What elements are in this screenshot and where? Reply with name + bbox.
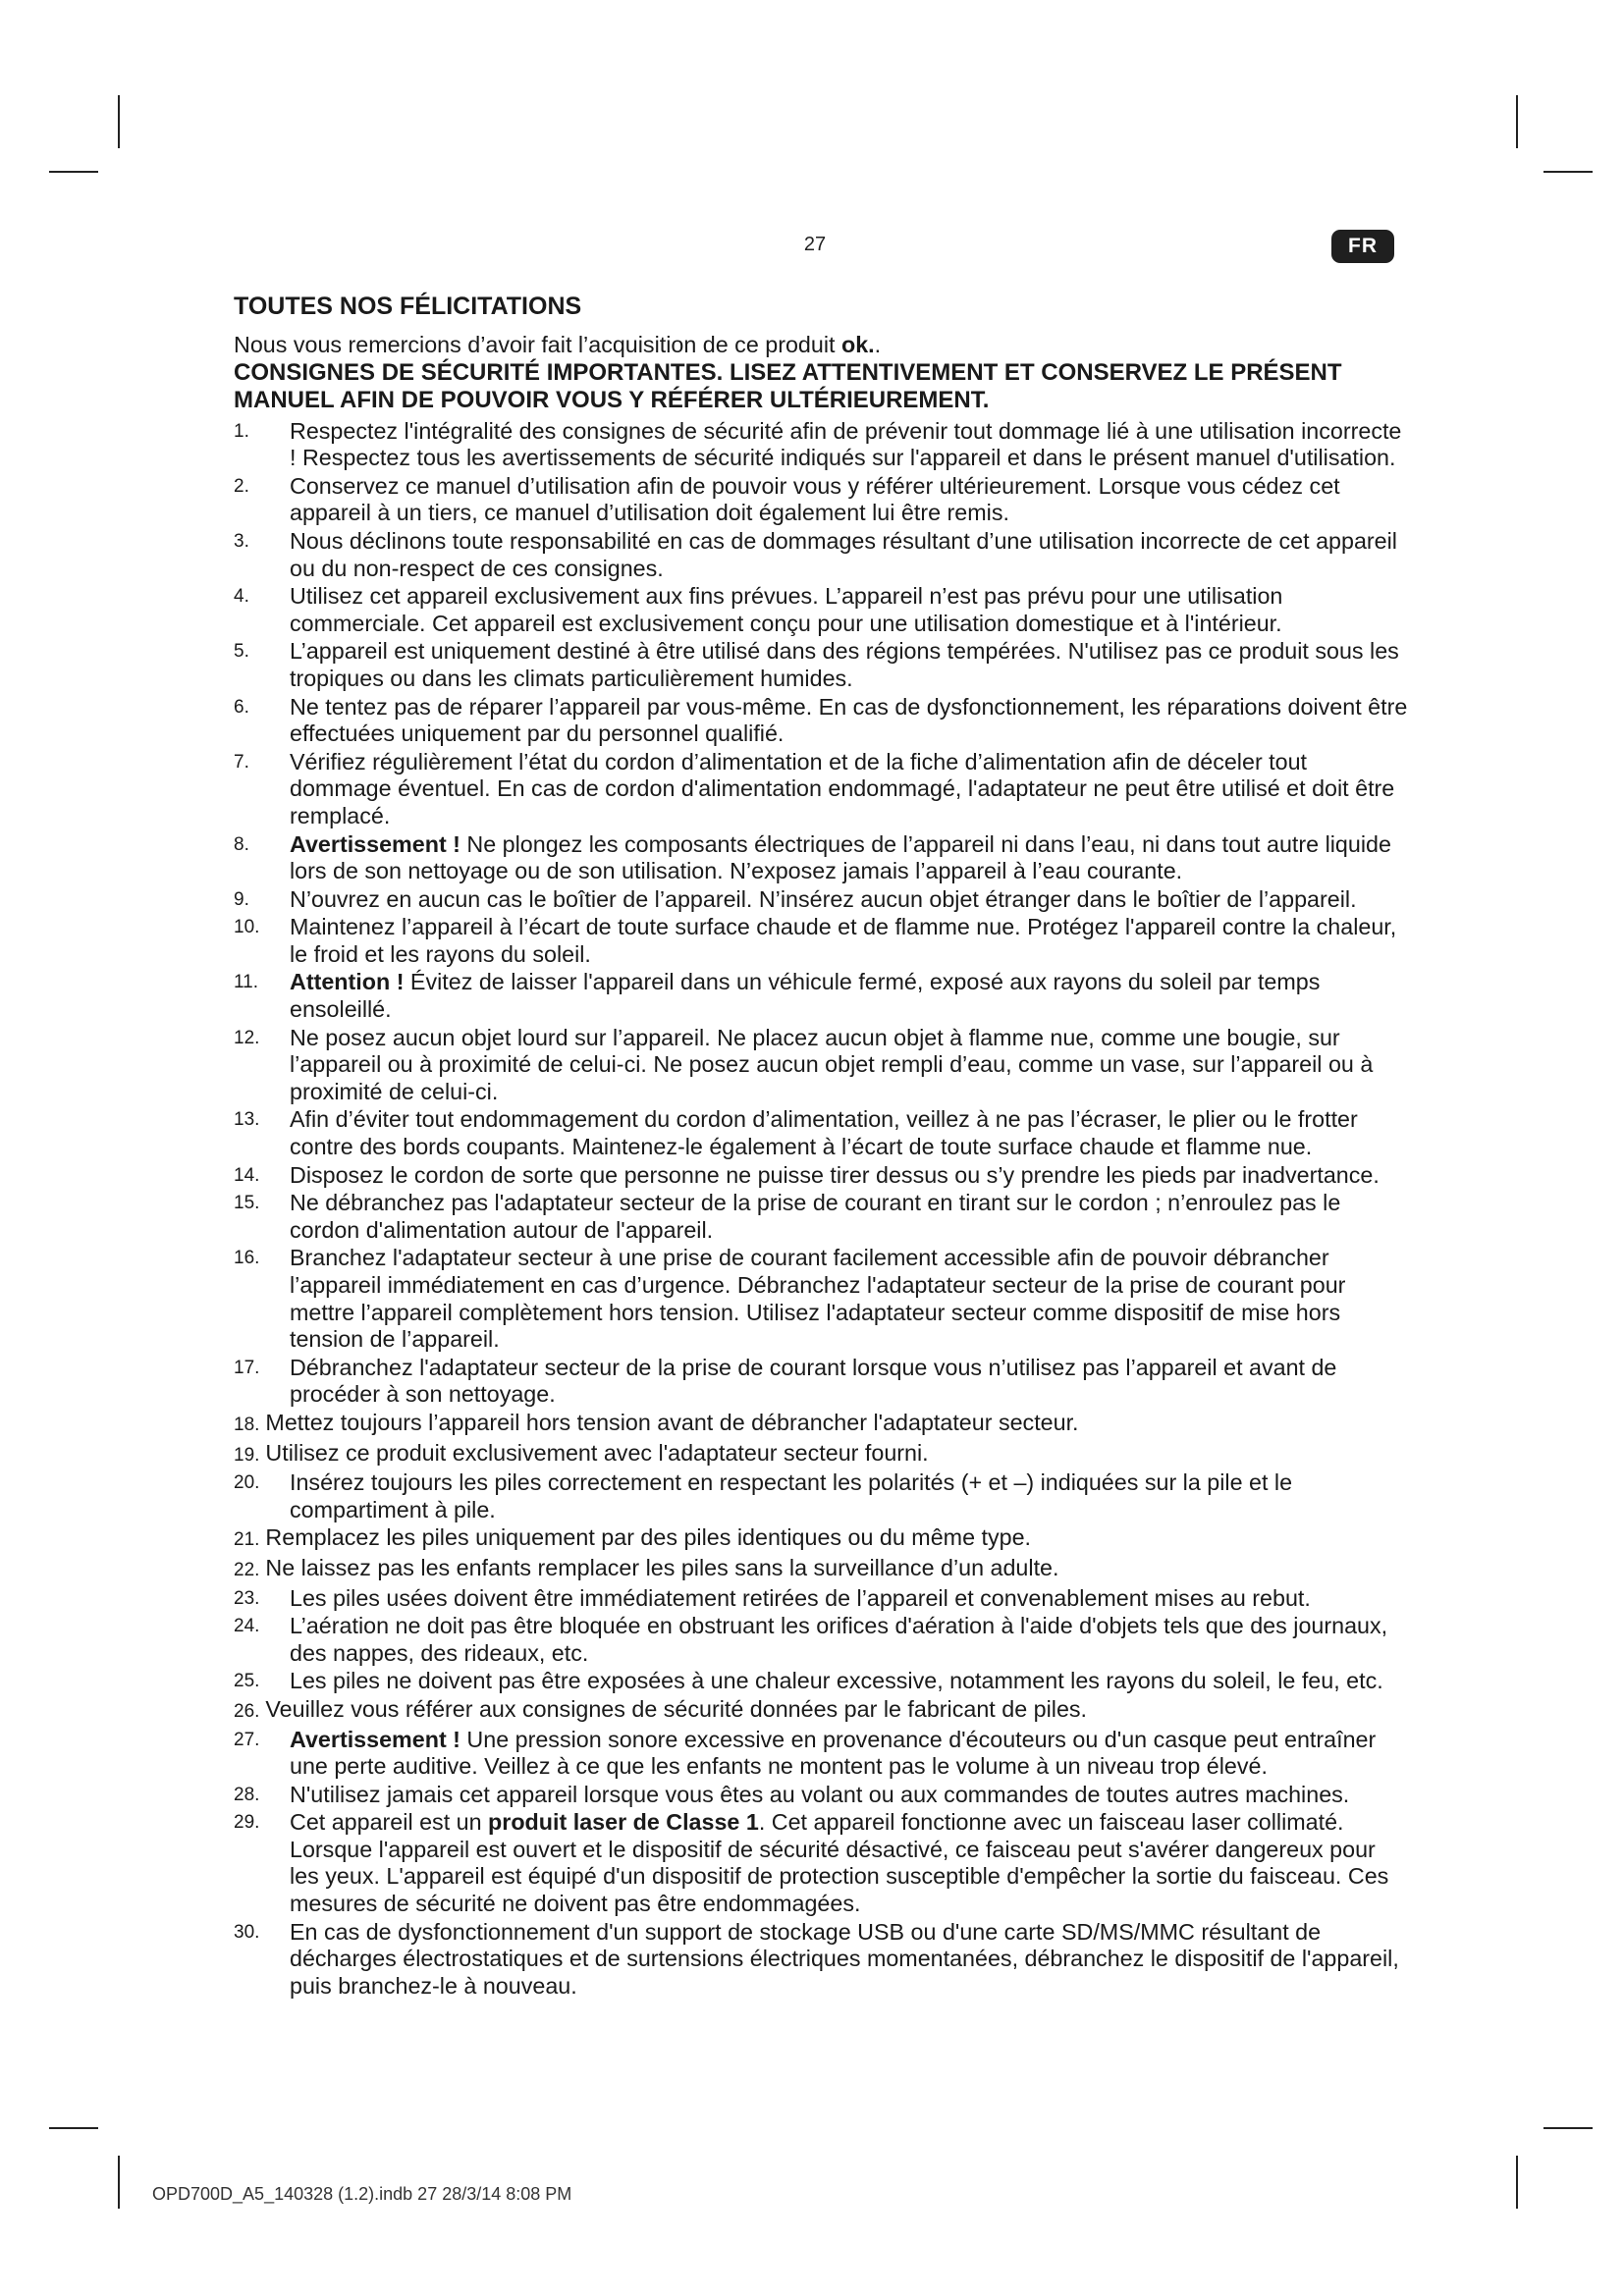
item-text: Débranchez l'adaptateur secteur de la prise de courant lorsque vous n’utilisez pas l’appareil et avant de procéder à son nettoyage. bbox=[290, 1354, 1337, 1408]
item-text: Ne laissez pas les enfants remplacer les piles sans la surveillance d’un adulte. bbox=[265, 1554, 1059, 1580]
safety-instructions-list bbox=[234, 418, 1408, 2001]
item-text: Ne débranchez pas l'adaptateur secteur de la prise de courant en tirant sur le cordon ; n’enroulez pas le cordon d'alimentation autour de l'appareil. bbox=[290, 1190, 1341, 1243]
safety-item bbox=[234, 1782, 1408, 1809]
safety-item bbox=[234, 1585, 1408, 1613]
item-number: 21. bbox=[234, 1529, 260, 1551]
item-number: 7. bbox=[234, 751, 249, 773]
safety-item bbox=[234, 1696, 1408, 1726]
item-number: 29. bbox=[234, 1812, 260, 1834]
safety-item bbox=[234, 1668, 1408, 1695]
safety-item bbox=[234, 1469, 1408, 1523]
item-number: 20. bbox=[234, 1472, 260, 1494]
safety-item bbox=[234, 694, 1408, 748]
item-emphasis-2: produit laser de Classe 1 bbox=[488, 1809, 759, 1836]
item-number: 23. bbox=[234, 1587, 260, 1609]
item-number: 22. bbox=[234, 1559, 260, 1580]
item-number: 24. bbox=[234, 1616, 260, 1637]
safety-item bbox=[234, 1190, 1408, 1244]
item-emphasis: Attention ! bbox=[290, 969, 405, 995]
safety-item bbox=[234, 1524, 1408, 1554]
item-emphasis: Avertissement ! bbox=[290, 830, 460, 857]
item-text: Veuillez vous référer aux consignes de sécurité données par le fabricant de piles. bbox=[265, 1695, 1088, 1722]
crop-mark-top-left-h bbox=[49, 171, 98, 173]
item-text: L’aération ne doit pas être bloquée en obstruant les orifices d'aération à l'aide d'objets tels que des journaux, des nappes, des rideaux, etc. bbox=[290, 1613, 1388, 1666]
item-number: 18. bbox=[234, 1414, 260, 1435]
item-number: 26. bbox=[234, 1700, 260, 1722]
item-number: 10. bbox=[234, 917, 260, 938]
item-text: Nous déclinons toute responsabilité en cas de dommages résultant d’une utilisation incorrecte de cet appareil ou du non-respect de ces consignes. bbox=[290, 527, 1397, 581]
safety-item bbox=[234, 473, 1408, 527]
intro-text bbox=[234, 332, 1408, 359]
crop-mark-bottom-left-h bbox=[49, 2127, 98, 2129]
item-text: Ne tentez pas de réparer l’appareil par vous-même. En cas de dysfonctionnement, les réparations doivent être effectuées uniquement par du personnel qualifié. bbox=[290, 693, 1408, 747]
page-number: 27 bbox=[803, 234, 827, 255]
item-number: 15. bbox=[234, 1193, 260, 1214]
safety-item bbox=[234, 1555, 1408, 1584]
item-number: 17. bbox=[234, 1357, 260, 1378]
item-text: N’ouvrez en aucun cas le boîtier de l’appareil. N’insérez aucun objet étranger dans le boîtier de l’appareil. bbox=[290, 885, 1357, 912]
crop-mark-top-right bbox=[1516, 95, 1518, 148]
safety-item bbox=[234, 1919, 1408, 2001]
item-number: 9. bbox=[234, 888, 249, 910]
crop-mark-bottom-right-h bbox=[1543, 2127, 1593, 2129]
crop-mark-top-left bbox=[118, 95, 120, 148]
item-text: Cet appareil est un bbox=[290, 1809, 489, 1836]
item-text: Une pression sonore excessive en provenance d'écouteurs ou d'un casque peut entraîner une perte auditive. Veillez à ce que les enfants ne montent pas le volume à un niveau trop élevé. bbox=[290, 1726, 1377, 1780]
item-number: 11. bbox=[234, 972, 259, 993]
safety-item bbox=[234, 418, 1408, 472]
safety-item bbox=[234, 1809, 1408, 1917]
item-text: Maintenez l’appareil à l’écart de toute surface chaude et de flamme nue. Protégez l'appareil contre la chaleur, le froid et les rayons du soleil. bbox=[290, 914, 1397, 967]
item-number: 2. bbox=[234, 475, 249, 497]
safety-item bbox=[234, 1245, 1408, 1353]
item-number: 1. bbox=[234, 420, 249, 442]
safety-item bbox=[234, 583, 1408, 637]
safety-item bbox=[234, 749, 1408, 830]
item-text: Mettez toujours l’appareil hors tension avant de débrancher l'adaptateur secteur. bbox=[265, 1409, 1079, 1435]
safety-item bbox=[234, 969, 1408, 1023]
page-title: TOUTES NOS FÉLICITATIONS bbox=[234, 293, 582, 320]
crop-mark-top-right-h bbox=[1543, 171, 1593, 173]
item-number: 4. bbox=[234, 586, 249, 608]
item-number: 30. bbox=[234, 1921, 260, 1943]
item-text: Vérifiez régulièrement l’état du cordon d’alimentation et de la fiche d’alimentation afin de déceler tout dommage éventuel. En cas de cordon d'alimentation endommagé, l'adaptateur ne peut être utilisé et doit être remplacé. bbox=[290, 748, 1395, 828]
intro-end: . bbox=[874, 332, 882, 357]
item-text: Utilisez cet appareil exclusivement aux fins prévues. L’appareil n’est pas prévu pour une utilisation commerciale. Cet appareil est exclusivement conçu pour une utilisation domestique et à l'intérieur. bbox=[290, 583, 1283, 636]
item-text: L’appareil est uniquement destiné à être utilisé dans des régions tempérées. N'utilisez pas ce produit sous les tropiques ou dans les climats particulièrement humides. bbox=[290, 638, 1399, 691]
manual-content bbox=[234, 291, 1408, 2001]
safety-item bbox=[234, 1410, 1408, 1439]
item-text: Conservez ce manuel d’utilisation afin de pouvoir vous y référer ultérieurement. Lorsque vous cédez cet appareil à un tiers, ce manuel d’utilisation doit également lui être remis. bbox=[290, 472, 1340, 526]
safety-item bbox=[234, 1613, 1408, 1667]
safety-item bbox=[234, 886, 1408, 914]
safety-item bbox=[234, 1025, 1408, 1106]
safety-item bbox=[234, 914, 1408, 968]
item-number: 3. bbox=[234, 530, 249, 552]
crop-mark-bottom-left bbox=[118, 2156, 120, 2209]
item-number: 19. bbox=[234, 1444, 260, 1466]
item-text: Branchez l'adaptateur secteur à une prise de courant facilement accessible afin de pouvoir débrancher l’appareil immédiatement en cas d’urgence. Débranchez l'adaptateur secteur de la prise de courant pour mettre l’appareil complètement hors tension. Utilisez l'adaptateur secteur comme dispositif de mise hors tension de l’appareil. bbox=[290, 1245, 1346, 1353]
safety-item bbox=[234, 1162, 1408, 1190]
safety-item bbox=[234, 528, 1408, 582]
item-text: Disposez le cordon de sorte que personne ne puisse tirer dessus ou s’y prendre les pieds par inadvertance. bbox=[290, 1161, 1380, 1188]
item-text-2: . Cet appareil fonctionne avec un faisceau laser collimaté. Lorsque l'appareil est ouvert et le dispositif de sécurité désactivé, ce faisceau peut s'avérer dangereux pour les yeux. L'appareil est équipé d'un dispositif de protection susceptible d'empêcher la sortie du faisceau. Ces mesures de sécurité ne doivent pas être endommagées. bbox=[290, 1809, 1389, 1917]
item-number: 25. bbox=[234, 1671, 260, 1692]
safety-item bbox=[234, 1355, 1408, 1409]
item-text: Les piles usées doivent être immédiatement retirées de l’appareil et convenablement mises au rebut. bbox=[290, 1584, 1311, 1611]
print-slug: OPD700D_A5_140328 (1.2).indb 27 28/3/14 8:08 PM bbox=[152, 2184, 572, 2204]
item-text: Ne plongez les composants électriques de l’appareil ni dans l’eau, ni dans tout autre liquide lors de son nettoyage ou de son utilisation. N’exposez jamais l’appareil à l’eau courante. bbox=[290, 830, 1391, 884]
safety-item bbox=[234, 1440, 1408, 1469]
safety-item bbox=[234, 1106, 1408, 1160]
item-number: 6. bbox=[234, 696, 249, 718]
crop-mark-bottom-right bbox=[1516, 2156, 1518, 2209]
safety-item bbox=[234, 1727, 1408, 1781]
item-text: En cas de dysfonctionnement d'un support de stockage USB ou d'une carte SD/MS/MMC résultant de décharges électrostatiques et de surtensions électriques momentanées, débranchez le dispositif de l'appareil, puis branchez-le à nouveau. bbox=[290, 1918, 1399, 1999]
item-number: 28. bbox=[234, 1784, 260, 1805]
safety-item bbox=[234, 638, 1408, 692]
item-text: Évitez de laisser l'appareil dans un véhicule fermé, exposé aux rayons du soleil par temps ensoleillé. bbox=[290, 969, 1321, 1023]
item-number: 14. bbox=[234, 1164, 260, 1186]
brand-name: ok. bbox=[840, 332, 875, 357]
safety-item bbox=[234, 831, 1408, 885]
item-text: Afin d’éviter tout endommagement du cordon d’alimentation, veillez à ne pas l’écraser, le plier ou le frotter contre des bords coupants. Maintenez-le également à l’écart de toute surface chaude et flamme nue. bbox=[290, 1106, 1358, 1160]
intro-sentence: Nous vous remercions d’avoir fait l’acquisition de ce produit bbox=[234, 332, 841, 357]
item-text: Les piles ne doivent pas être exposées à une chaleur excessive, notamment les rayons du soleil, le feu, etc. bbox=[290, 1668, 1383, 1694]
item-text: Ne posez aucun objet lourd sur l’appareil. Ne placez aucun objet à flamme nue, comme une bougie, sur l’appareil ou à proximité de celui-ci. Ne posez aucun objet rempli d’eau, comme un vase, sur l’appareil ou à proximité de celui-ci. bbox=[290, 1024, 1374, 1104]
item-text: Utilisez ce produit exclusivement avec l'adaptateur secteur fourni. bbox=[265, 1439, 929, 1466]
item-text: Remplacez les piles uniquement par des piles identiques ou du même type. bbox=[265, 1524, 1032, 1551]
item-number: 27. bbox=[234, 1729, 260, 1750]
item-text: Insérez toujours les piles correctement en respectant les polarités (+ et –) indiquées sur la pile et le compartiment à pile. bbox=[290, 1469, 1293, 1522]
item-number: 5. bbox=[234, 641, 249, 663]
item-text: Respectez l'intégralité des consignes de sécurité afin de prévenir tout dommage lié à une utilisation incorrecte ! Respectez tous les avertissements de sécurité indiqués sur l'appareil et dans le présent manuel d'utilisation. bbox=[290, 417, 1402, 471]
safety-heading: CONSIGNES DE SÉCURITÉ IMPORTANTES. LISEZ ATTENTIVEMENT ET CONSERVEZ LE PRÉSENT MANUEL AFIN DE POUVOIR VOUS Y RÉFÉRER ULTÉRIEUREMENT. bbox=[234, 358, 1342, 413]
item-number: 13. bbox=[234, 1109, 260, 1131]
item-emphasis: Avertissement ! bbox=[290, 1726, 460, 1752]
language-badge: FR bbox=[1331, 230, 1394, 263]
item-text: N'utilisez jamais cet appareil lorsque vous êtes au volant ou aux commandes de toutes autres machines. bbox=[290, 1781, 1350, 1807]
item-number: 8. bbox=[234, 833, 249, 855]
item-number: 16. bbox=[234, 1248, 260, 1269]
item-number: 12. bbox=[234, 1027, 260, 1048]
